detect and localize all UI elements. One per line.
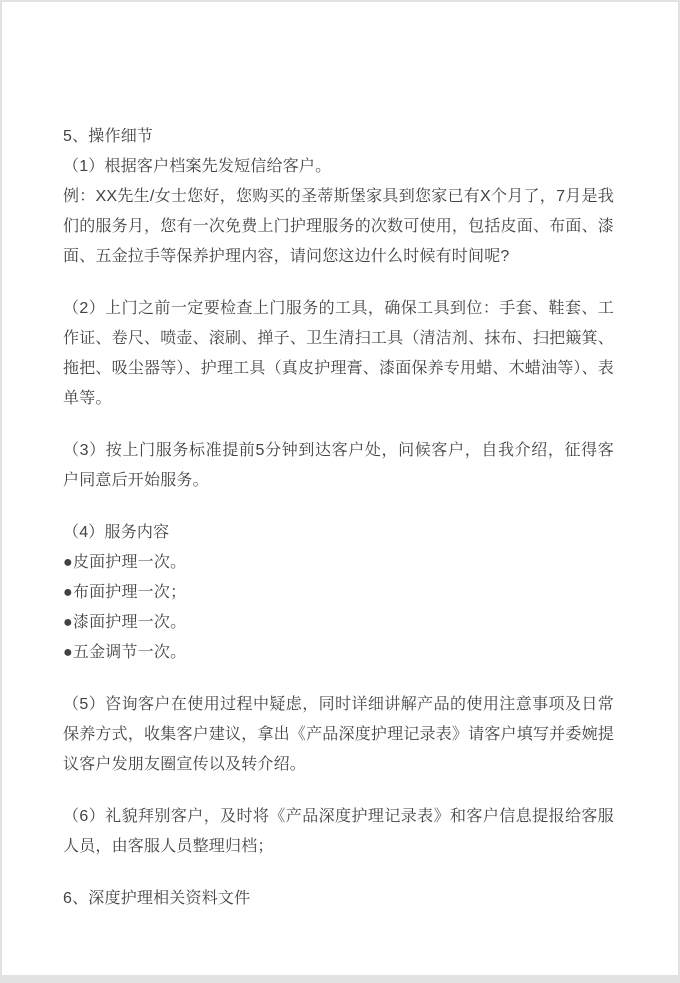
section-5-heading: 5、操作细节 bbox=[63, 128, 154, 145]
step-3-block bbox=[63, 436, 614, 496]
section-5-operation-details bbox=[63, 122, 614, 272]
document-page bbox=[2, 2, 678, 975]
step-5-block bbox=[63, 690, 614, 780]
step-2: （2）上门之前一定要检查上门服务的工具，确保工具到位：手套、鞋套、工作证、卷尺、喷壶、滚刷、掸子、卫生清扫工具（清洁剂、抹布、扫把簸箕、拖把、吸尘器等）、护理工具（真皮护理膏、漆面保养专用蜡、木蜡油等）、表单等。 bbox=[63, 300, 615, 407]
section-6-heading: 6、深度护理相关资料文件 bbox=[63, 890, 251, 907]
step-6: （6）礼貌拜别客户，及时将《产品深度护理记录表》和客户信息提报给客服人员，由客服人员整理归档； bbox=[63, 808, 614, 855]
bullet-lacquer-care: ●漆面护理一次。 bbox=[63, 614, 187, 631]
step-1: （1）根据客户档案先发短信给客户。 bbox=[63, 158, 332, 175]
document-content bbox=[2, 2, 678, 914]
bullet-leather-care: ●皮面护理一次。 bbox=[63, 554, 187, 571]
bullet-hardware-adjust: ●五金调节一次。 bbox=[63, 644, 187, 661]
step-1-example: 例：XX先生/女士您好，您购买的圣蒂斯堡家具到您家已有X个月了，7月是我们的服务月，您有一次免费上门护理服务的次数可使用，包括皮面、布面、漆面、五金拉手等保养护理内容，请问您这边什么时候有时间呢? bbox=[63, 188, 614, 265]
step-3: （3）按上门服务标准提前5分钟到达客户处，问候客户，自我介绍，征得客户同意后开始服务。 bbox=[63, 442, 614, 489]
step-4: （4）服务内容 bbox=[63, 524, 170, 541]
step-5: （5）咨询客户在使用过程中疑虑，同时详细讲解产品的使用注意事项及日常保养方式，收集客户建议，拿出《产品深度护理记录表》请客户填写并委婉提议客户发朋友圈宣传以及转介绍。 bbox=[63, 696, 614, 773]
step-6-block bbox=[63, 802, 614, 862]
bullet-fabric-care: ●布面护理一次； bbox=[63, 584, 187, 601]
section-6-heading-block bbox=[63, 884, 614, 914]
step-2-block bbox=[63, 294, 614, 414]
step-4-block bbox=[63, 518, 614, 668]
